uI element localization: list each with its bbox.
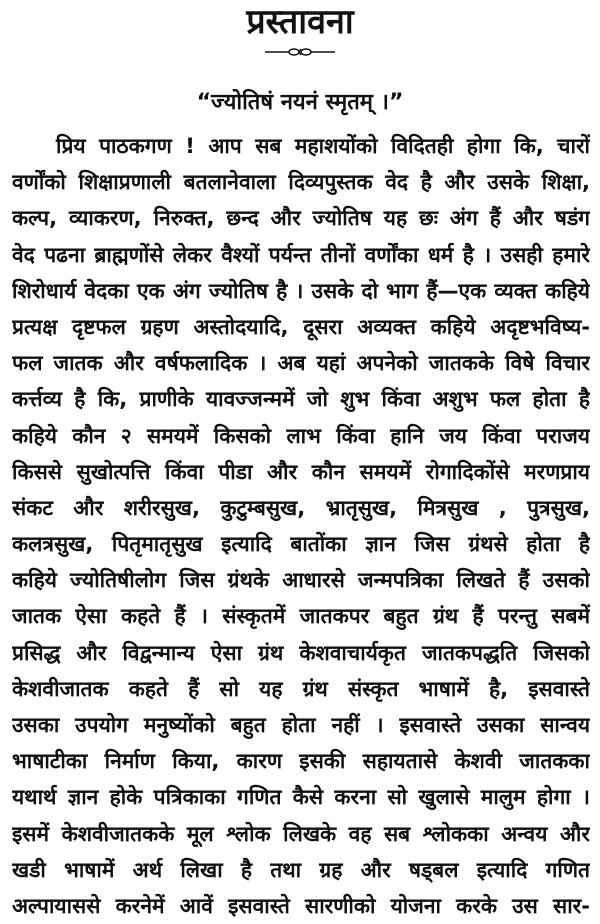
text-line: अल्पायाससे करनेमें आवें इसवास्ते सारणीको योजना करके उस सार- (12, 893, 590, 918)
text-line: खडी भाषामें अर्थ लिखा है तथा ग्रह और षड्बल इत्यादि गणित (12, 857, 590, 882)
preface-body (12, 128, 590, 924)
text-line: शिरोधार्य वेदका एक अंग ज्योतिष है । उसके दो भाग हैं—एक व्यक्त कहिये (12, 278, 590, 303)
text-line: कल्प, व्याकरण, निरुक्त, छन्द और ज्योतिष यह छः अंग हैं और षडंग (12, 206, 590, 231)
text-line: कर्त्तव्य है कि, प्राणीके यावज्जन्ममें जो शुभ किंवा अशुभ फल होता है (12, 387, 590, 412)
text-line: वेद पढना ब्राह्मणोंसे लेकर वैश्यों पर्यन्त तीनों वर्णोंका धर्म है । उसही हमारे (12, 242, 590, 267)
text-line: प्रसिद्ध और विद्वन्मान्य ऐसा ग्रंथ केशवाचार्यकृत जातकपद्धति जिसको (12, 640, 590, 665)
epigraph-quote: “ज्योतिषं नयनं स्मृतम् ।” (196, 90, 404, 115)
text-line: यथार्थ ज्ञान होके पत्रिकाका गणित कैसे करना सो खुलासे मालुम होगा । (12, 785, 590, 810)
text-line: भाषाटीका निर्माण किया, कारण इसकी सहायतासे केशवी जातकका (12, 749, 590, 774)
text-line: कहिये ज्योतिषीलोग जिस ग्रंथके आधारसे जन्मपत्रिका लिखते हैं उसको (12, 568, 590, 593)
title-ornament-divider (265, 46, 335, 58)
text-line: केशवीजातक कहते हैं सो यह ग्रंथ संस्कृत भाषामें है, इसवास्ते (12, 676, 590, 701)
page-title: प्रस्तावना (246, 2, 354, 42)
text-line: जातक ऐसा कहते हैं । संस्कृतमें जातकपर बहुत ग्रंथ हैं परन्तु सबमें (12, 604, 590, 629)
text-line: किससे सुखोत्पत्ति किंवा पीडा और कौन समयमें रोगादिकोंसे मरणप्राय (12, 459, 590, 484)
text-line: प्रत्यक्ष दृष्टफल ग्रहण अस्तोदयादि, दूसरा अव्यक्त कहिये अदृष्टभविष्य- (12, 314, 590, 339)
text-line: कलत्रसुख, पितृमातृसुख इत्यादि बातोंका ज्ञान जिस ग्रंथसे होता है (12, 532, 590, 557)
text-line: कहिये कौन २ समयमें किसको लाभ किंवा हानि जय किंवा पराजय (12, 423, 590, 448)
text-line: फल जातक और वर्षफलादिक । अब यहां अपनेको जातकके विषे विचार (12, 351, 590, 376)
text-line: प्रिय पाठकगण ! आप सब महाशयोंको विदितही होगा कि, चारों (56, 134, 590, 158)
text-line: संकट और शरीरसुख, कुटुम्बसुख, भ्रातृसुख, मित्रसुख , पुत्रसुख, (12, 495, 590, 520)
text-line: उसका उपयोग मनुष्योंको बहुत होता नहीं । इसवास्ते उसका सान्वय (12, 713, 590, 737)
text-line: वर्णोंको शिक्षाप्रणाली बतलानेवाला दिव्यपुस्तक वेद है और उसके शिक्षा, (12, 170, 590, 195)
text-line: इसमें केशवीजातकके मूल श्लोक लिखके वह सब श्लोकका अन्वय और (12, 821, 590, 846)
